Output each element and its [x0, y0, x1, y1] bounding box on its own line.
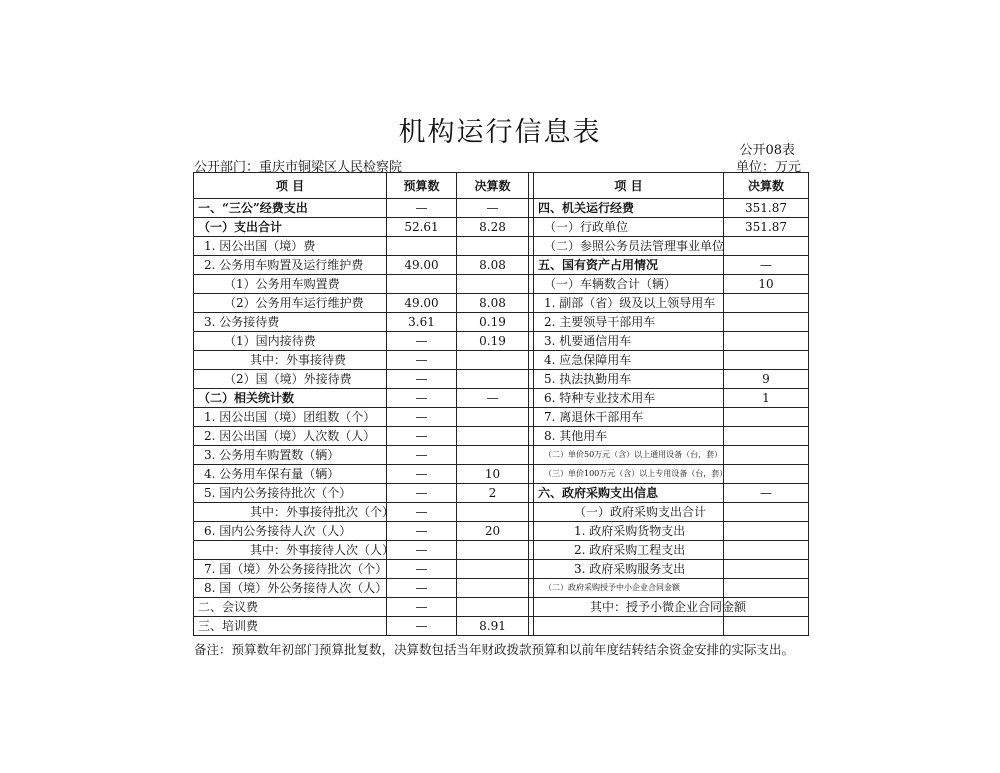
table-row: [194, 503, 809, 522]
left-budget-value: 52.61: [387, 218, 457, 237]
table-row: [194, 541, 809, 560]
right-item-label: 6. 特种专业技术用车: [534, 389, 724, 408]
left-budget-value: —: [387, 370, 457, 389]
left-final-value: [457, 446, 529, 465]
right-item-label: （一）车辆数合计（辆）: [534, 275, 724, 294]
right-item-label: 四、机关运行经费: [534, 199, 724, 218]
left-final-value: [457, 351, 529, 370]
table-row: [194, 313, 809, 332]
left-final-value: [457, 370, 529, 389]
left-item-label: （1）国内接待费: [194, 332, 387, 351]
right-final-value: [724, 579, 809, 598]
header-item-right: 项 目: [534, 173, 724, 199]
table-row: [194, 446, 809, 465]
right-final-value: [724, 522, 809, 541]
left-item-label: 3. 公务接待费: [194, 313, 387, 332]
right-item-label: 五、国有资产占用情况: [534, 256, 724, 275]
header-final-right: 决算数: [724, 173, 809, 199]
table-row: [194, 256, 809, 275]
right-final-value: [724, 427, 809, 446]
left-budget-value: —: [387, 408, 457, 427]
left-item-label: 一、“三公”经费支出: [194, 199, 387, 218]
right-item-label: 4. 应急保障用车: [534, 351, 724, 370]
page-title: 机构运行信息表: [398, 117, 602, 148]
left-budget-value: —: [387, 522, 457, 541]
right-final-value: [724, 465, 809, 484]
left-budget-value: —: [387, 446, 457, 465]
right-item-label: 3. 机要通信用车: [534, 332, 724, 351]
right-item-label: [534, 617, 724, 636]
left-item-label: （2）公务用车运行维护费: [194, 294, 387, 313]
left-budget-value: —: [387, 199, 457, 218]
left-item-label: 2. 因公出国（境）人次数（人）: [194, 427, 387, 446]
right-item-label: （二）参照公务员法管理事业单位: [534, 237, 724, 256]
left-final-value: 10: [457, 465, 529, 484]
table-row: [194, 427, 809, 446]
right-final-value: 9: [724, 370, 809, 389]
table-row: [194, 560, 809, 579]
department-label: 公开部门：重庆市铜梁区人民检察院: [194, 160, 403, 175]
right-final-value: 10: [724, 275, 809, 294]
table-row: [194, 484, 809, 503]
table-row: [194, 465, 809, 484]
left-budget-value: —: [387, 389, 457, 408]
right-final-value: —: [724, 484, 809, 503]
right-item-label: 3. 政府采购服务支出: [534, 560, 724, 579]
left-final-value: 0.19: [457, 332, 529, 351]
table-row: [194, 199, 809, 218]
left-budget-value: 3.61: [387, 313, 457, 332]
right-final-value: [724, 351, 809, 370]
left-item-label: 三、培训费: [194, 617, 387, 636]
right-final-value: [724, 294, 809, 313]
left-item-label: （二）相关统计数: [194, 389, 387, 408]
left-budget-value: —: [387, 579, 457, 598]
table-row: [194, 389, 809, 408]
right-item-label: 1. 副部（省）级及以上领导用车: [534, 294, 724, 313]
left-item-label: 1. 因公出国（境）费: [194, 237, 387, 256]
left-budget-value: —: [387, 465, 457, 484]
right-final-value: [724, 617, 809, 636]
left-item-label: 2. 公务用车购置及运行维护费: [194, 256, 387, 275]
left-item-label: 二、会议费: [194, 598, 387, 617]
right-final-value: —: [724, 256, 809, 275]
left-item-label: 其中：外事接待费: [194, 351, 387, 370]
footnote: 备注：预算数年初部门预算批复数，决算数包括当年财政拨款预算和以前年度结转结余资金安排的实际支出。: [194, 642, 795, 657]
left-item-label: 3. 公务用车购置数（辆）: [194, 446, 387, 465]
left-budget-value: 49.00: [387, 256, 457, 275]
right-final-value: [724, 313, 809, 332]
right-final-value: [724, 237, 809, 256]
left-item-label: 4. 公务用车保有量（辆）: [194, 465, 387, 484]
left-item-label: （一）支出合计: [194, 218, 387, 237]
right-final-value: [724, 332, 809, 351]
left-budget-value: [387, 275, 457, 294]
right-item-label: 六、政府采购支出信息: [534, 484, 724, 503]
right-item-label: （二）单价50万元（含）以上通用设备（台，套）: [534, 446, 724, 465]
header-item: 项 目: [194, 173, 387, 199]
table-row: [194, 218, 809, 237]
right-final-value: [724, 408, 809, 427]
right-item-label: 2. 主要领导干部用车: [534, 313, 724, 332]
left-final-value: [457, 408, 529, 427]
table-row: [194, 275, 809, 294]
header-final: 决算数: [457, 173, 529, 199]
left-budget-value: —: [387, 427, 457, 446]
table-row: [194, 579, 809, 598]
table-row: [194, 351, 809, 370]
form-number: 公开08表: [739, 143, 795, 158]
table-row: [194, 332, 809, 351]
left-final-value: [457, 237, 529, 256]
left-item-label: （2）国（境）外接待费: [194, 370, 387, 389]
left-budget-value: —: [387, 332, 457, 351]
table-row: [194, 237, 809, 256]
left-budget-value: 49.00: [387, 294, 457, 313]
table-row: [194, 294, 809, 313]
left-item-label: （1）公务用车购置费: [194, 275, 387, 294]
right-item-label: （三）单价100万元（含）以上专用设备（台，套）: [534, 465, 724, 484]
left-item-label: 其中：外事接待人次（人）: [194, 541, 387, 560]
left-final-value: 2: [457, 484, 529, 503]
right-item-label: 7. 离退休干部用车: [534, 408, 724, 427]
right-item-label: 2. 政府采购工程支出: [534, 541, 724, 560]
left-final-value: [457, 275, 529, 294]
right-final-value: [724, 560, 809, 579]
left-budget-value: —: [387, 617, 457, 636]
left-budget-value: —: [387, 541, 457, 560]
unit-label: 单位：万元: [735, 160, 801, 175]
right-final-value: 1: [724, 389, 809, 408]
left-budget-value: —: [387, 598, 457, 617]
left-final-value: [457, 560, 529, 579]
left-final-value: [457, 598, 529, 617]
right-final-value: 351.87: [724, 218, 809, 237]
right-final-value: [724, 446, 809, 465]
right-item-label: （一）政府采购支出合计: [534, 503, 724, 522]
right-item-label: 8. 其他用车: [534, 427, 724, 446]
right-item-label: 1. 政府采购货物支出: [534, 522, 724, 541]
right-final-value: [724, 541, 809, 560]
left-final-value: —: [457, 389, 529, 408]
left-final-value: 8.08: [457, 294, 529, 313]
header-budget: 预算数: [387, 173, 457, 199]
right-final-value: 351.87: [724, 199, 809, 218]
table-row: [194, 598, 809, 617]
table-row: [194, 617, 809, 636]
right-item-label: （一）行政单位: [534, 218, 724, 237]
left-budget-value: —: [387, 351, 457, 370]
left-final-value: [457, 541, 529, 560]
left-final-value: [457, 427, 529, 446]
left-final-value: 8.08: [457, 256, 529, 275]
left-final-value: —: [457, 199, 529, 218]
table-row: [194, 408, 809, 427]
left-item-label: 1. 因公出国（境）团组数（个）: [194, 408, 387, 427]
left-final-value: 8.91: [457, 617, 529, 636]
left-item-label: 7. 国（境）外公务接待批次（个）: [194, 560, 387, 579]
table-row: [194, 370, 809, 389]
left-item-label: 6. 国内公务接待人次（人）: [194, 522, 387, 541]
right-item-label: 5. 执法执勤用车: [534, 370, 724, 389]
info-table: [193, 172, 809, 636]
left-final-value: [457, 503, 529, 522]
left-final-value: 8.28: [457, 218, 529, 237]
left-budget-value: —: [387, 484, 457, 503]
table-header-row: [194, 173, 809, 199]
right-final-value: [724, 503, 809, 522]
left-final-value: 20: [457, 522, 529, 541]
left-item-label: 5. 国内公务接待批次（个）: [194, 484, 387, 503]
left-item-label: 8. 国（境）外公务接待人次（人）: [194, 579, 387, 598]
left-final-value: 0.19: [457, 313, 529, 332]
left-budget-value: —: [387, 560, 457, 579]
right-item-label: （二）政府采购授予中小企业合同金额: [534, 579, 724, 598]
left-budget-value: —: [387, 503, 457, 522]
left-final-value: [457, 579, 529, 598]
right-item-label: 其中：授予小微企业合同金额: [534, 598, 724, 617]
table-row: [194, 522, 809, 541]
left-item-label: 其中：外事接待批次（个）: [194, 503, 387, 522]
left-budget-value: [387, 237, 457, 256]
